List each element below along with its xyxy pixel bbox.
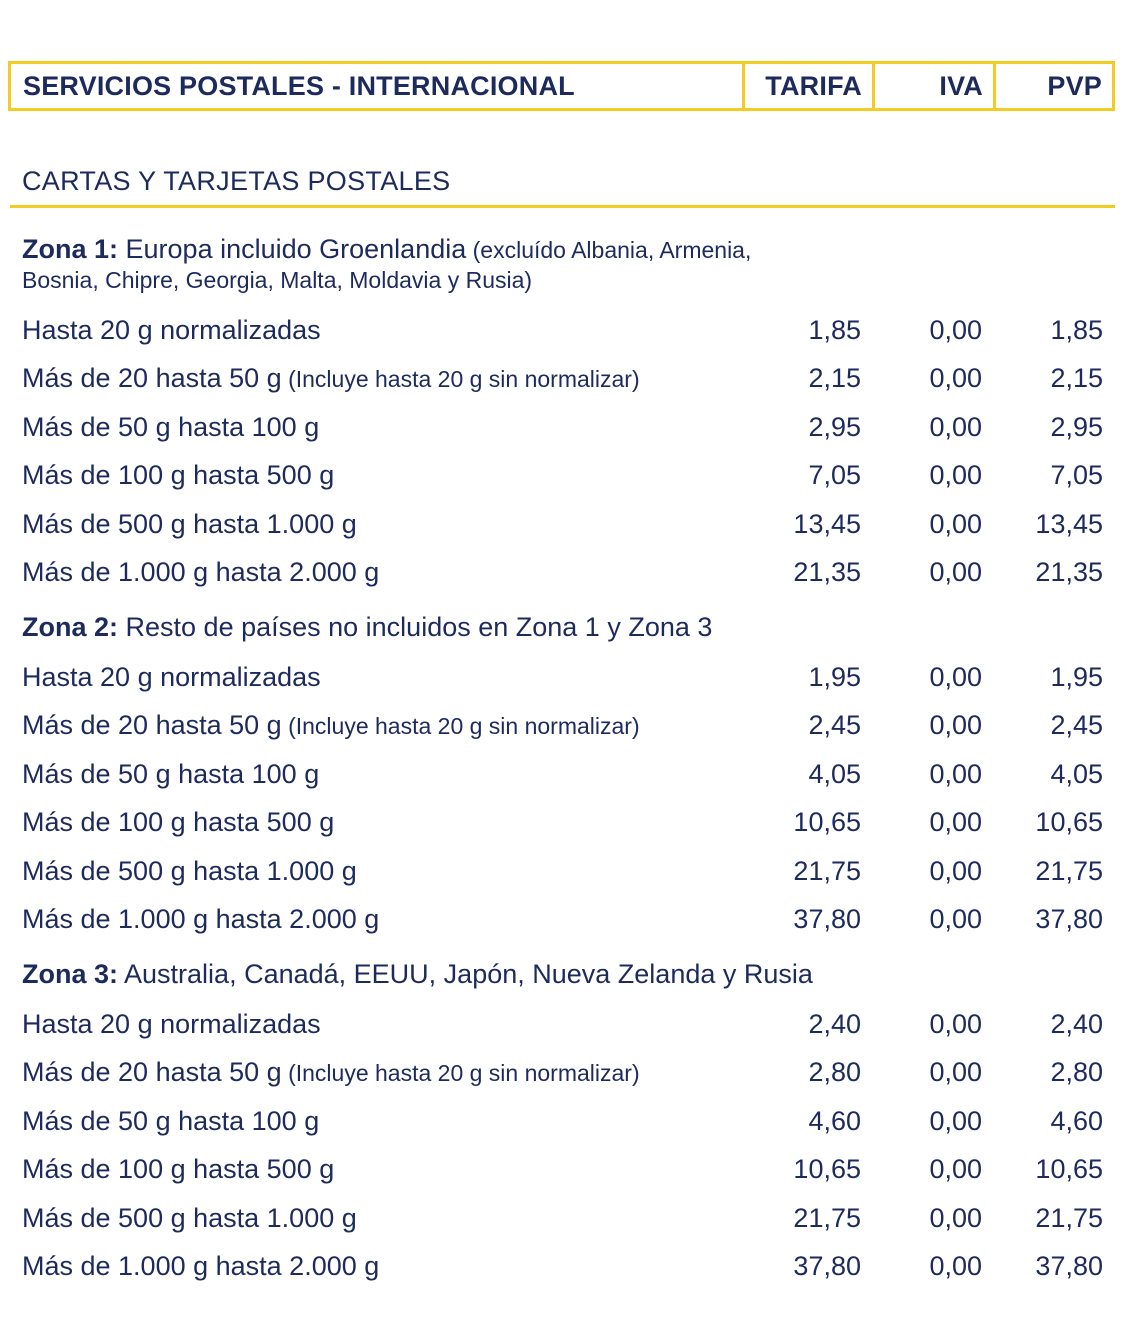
cell-tarifa: 2,80 <box>808 1057 861 1088</box>
cell-iva: 0,00 <box>929 807 982 838</box>
section-divider <box>10 205 1115 208</box>
row-description <box>22 708 640 743</box>
cell-pvp: 21,75 <box>1035 1202 1103 1233</box>
column-header-iva: IVA <box>875 64 996 108</box>
cell-pvp: 21,75 <box>1035 855 1103 886</box>
row-label: Más de 50 g hasta 100 g <box>22 758 320 789</box>
column-header-tarifa: TARIFA <box>745 64 875 108</box>
row-description <box>22 410 319 444</box>
section-title: CARTAS Y TARJETAS POSTALES <box>22 166 451 196</box>
row-description <box>22 757 319 791</box>
cell-iva: 0,00 <box>929 1057 982 1088</box>
table-row <box>22 410 1103 444</box>
cell-tarifa: 4,05 <box>808 758 861 789</box>
cell-tarifa: 4,60 <box>808 1105 861 1136</box>
cell-iva: 0,00 <box>929 460 982 491</box>
row-description <box>22 507 357 541</box>
cell-pvp: 2,15 <box>1050 363 1103 394</box>
zone-label: Zona 2: <box>22 612 119 642</box>
cell-iva: 0,00 <box>929 1202 982 1233</box>
table-header <box>8 61 1115 111</box>
row-label: Más de 500 g hasta 1.000 g <box>22 508 357 539</box>
cell-pvp: 2,80 <box>1050 1057 1103 1088</box>
cell-iva: 0,00 <box>929 855 982 886</box>
cell-pvp: 4,05 <box>1050 758 1103 789</box>
cell-pvp: 10,65 <box>1035 1154 1103 1185</box>
table-row <box>22 1152 1103 1186</box>
row-description <box>22 805 334 839</box>
row-label: Más de 20 hasta 50 g <box>22 1057 282 1088</box>
cell-iva: 0,00 <box>929 904 982 934</box>
row-description <box>22 660 321 694</box>
cell-tarifa: 1,95 <box>808 662 861 692</box>
cell-tarifa: 37,80 <box>793 1251 861 1281</box>
row-description <box>22 1249 379 1283</box>
cell-iva: 0,00 <box>929 1251 982 1281</box>
cell-iva: 0,00 <box>929 662 982 692</box>
row-label: Más de 100 g hasta 500 g <box>22 807 335 838</box>
cell-iva: 0,00 <box>929 411 982 442</box>
table-row <box>22 1104 1103 1138</box>
cell-iva: 0,00 <box>929 1105 982 1136</box>
cell-iva: 0,00 <box>929 508 982 539</box>
cell-pvp: 4,60 <box>1050 1105 1103 1136</box>
zone-heading <box>22 234 751 295</box>
table-title: SERVICIOS POSTALES - INTERNACIONAL <box>11 64 745 108</box>
cell-tarifa: 21,35 <box>793 557 861 587</box>
zone-heading <box>22 612 712 642</box>
row-label: Más de 50 g hasta 100 g <box>22 1105 320 1136</box>
cell-pvp: 2,95 <box>1050 411 1103 442</box>
row-note: (Incluye hasta 20 g sin normalizar) <box>281 1060 640 1087</box>
table-row <box>22 507 1103 541</box>
cell-tarifa: 2,95 <box>808 411 861 442</box>
table-row <box>22 708 1103 742</box>
cell-tarifa: 10,65 <box>793 1154 861 1185</box>
row-label: Más de 1.000 g hasta 2.000 g <box>22 904 380 934</box>
row-description <box>22 458 334 492</box>
cell-tarifa: 21,75 <box>793 1202 861 1233</box>
table-row <box>22 555 1103 589</box>
zone-label: Zona 1: <box>22 234 119 264</box>
row-label: Hasta 20 g normalizadas <box>22 315 321 345</box>
row-label: Más de 1.000 g hasta 2.000 g <box>22 557 380 587</box>
table-row <box>22 1201 1103 1235</box>
row-label: Hasta 20 g normalizadas <box>22 662 321 692</box>
cell-tarifa: 13,45 <box>793 508 861 539</box>
cell-iva: 0,00 <box>929 1154 982 1185</box>
row-label: Más de 500 g hasta 1.000 g <box>22 1202 357 1233</box>
row-label: Más de 100 g hasta 500 g <box>22 1154 335 1185</box>
zone-note: (excluído Albania, Armenia, <box>466 237 752 263</box>
cell-pvp: 37,80 <box>1035 904 1103 934</box>
cell-tarifa: 1,85 <box>808 315 861 345</box>
cell-pvp: 10,65 <box>1035 807 1103 838</box>
row-label: Más de 500 g hasta 1.000 g <box>22 855 357 886</box>
row-description <box>22 313 321 347</box>
cell-pvp: 7,05 <box>1050 460 1103 491</box>
row-note: (Incluye hasta 20 g sin normalizar) <box>281 366 640 393</box>
table-row <box>22 902 1103 936</box>
cell-pvp: 21,35 <box>1035 557 1103 587</box>
row-description <box>22 1055 640 1090</box>
table-row <box>22 854 1103 888</box>
table-row <box>22 805 1103 839</box>
row-description <box>22 854 357 888</box>
row-description <box>22 902 379 936</box>
row-description <box>22 1104 319 1138</box>
cell-tarifa: 2,45 <box>808 710 861 741</box>
row-label: Más de 20 hasta 50 g <box>22 363 282 394</box>
cell-pvp: 2,40 <box>1050 1009 1103 1039</box>
cell-tarifa: 2,40 <box>808 1009 861 1039</box>
zone-description: Australia, Canadá, EEUU, Japón, Nueva Zelanda y Rusia <box>118 959 813 989</box>
cell-tarifa: 37,80 <box>793 904 861 934</box>
cell-tarifa: 10,65 <box>793 807 861 838</box>
row-label: Más de 1.000 g hasta 2.000 g <box>22 1251 380 1281</box>
cell-iva: 0,00 <box>929 557 982 587</box>
zone-heading <box>22 959 813 989</box>
cell-pvp: 37,80 <box>1035 1251 1103 1281</box>
cell-iva: 0,00 <box>929 758 982 789</box>
cell-tarifa: 2,15 <box>808 363 861 394</box>
cell-iva: 0,00 <box>929 1009 982 1039</box>
cell-iva: 0,00 <box>929 315 982 345</box>
cell-tarifa: 21,75 <box>793 855 861 886</box>
table-row <box>22 757 1103 791</box>
zone-note-continued: Bosnia, Chipre, Georgia, Malta, Moldavia y Rusia) <box>22 267 533 293</box>
cell-iva: 0,00 <box>929 710 982 741</box>
cell-iva: 0,00 <box>929 363 982 394</box>
row-description <box>22 1007 321 1041</box>
table-row <box>22 361 1103 395</box>
row-label: Más de 50 g hasta 100 g <box>22 411 320 442</box>
table-row <box>22 313 1103 347</box>
row-label: Hasta 20 g normalizadas <box>22 1009 321 1039</box>
row-description <box>22 361 640 396</box>
row-label: Más de 20 hasta 50 g <box>22 710 282 741</box>
cell-tarifa: 7,05 <box>808 460 861 491</box>
cell-pvp: 1,95 <box>1050 662 1103 692</box>
cell-pvp: 1,85 <box>1050 315 1103 345</box>
table-row <box>22 1055 1103 1089</box>
zone-label: Zona 3: <box>22 959 119 989</box>
cell-pvp: 2,45 <box>1050 710 1103 741</box>
row-label: Más de 100 g hasta 500 g <box>22 460 335 491</box>
zone-description: Europa incluido Groenlandia <box>118 234 467 264</box>
row-description <box>22 555 379 589</box>
zone-description: Resto de países no incluidos en Zona 1 y Zona 3 <box>118 612 713 642</box>
table-row <box>22 1249 1103 1283</box>
table-row <box>22 1007 1103 1041</box>
table-row <box>22 458 1103 492</box>
cell-pvp: 13,45 <box>1035 508 1103 539</box>
column-header-pvp: PVP <box>1047 70 1102 101</box>
row-note: (Incluye hasta 20 g sin normalizar) <box>281 713 640 740</box>
row-description <box>22 1201 357 1235</box>
table-row <box>22 660 1103 694</box>
row-description <box>22 1152 334 1186</box>
